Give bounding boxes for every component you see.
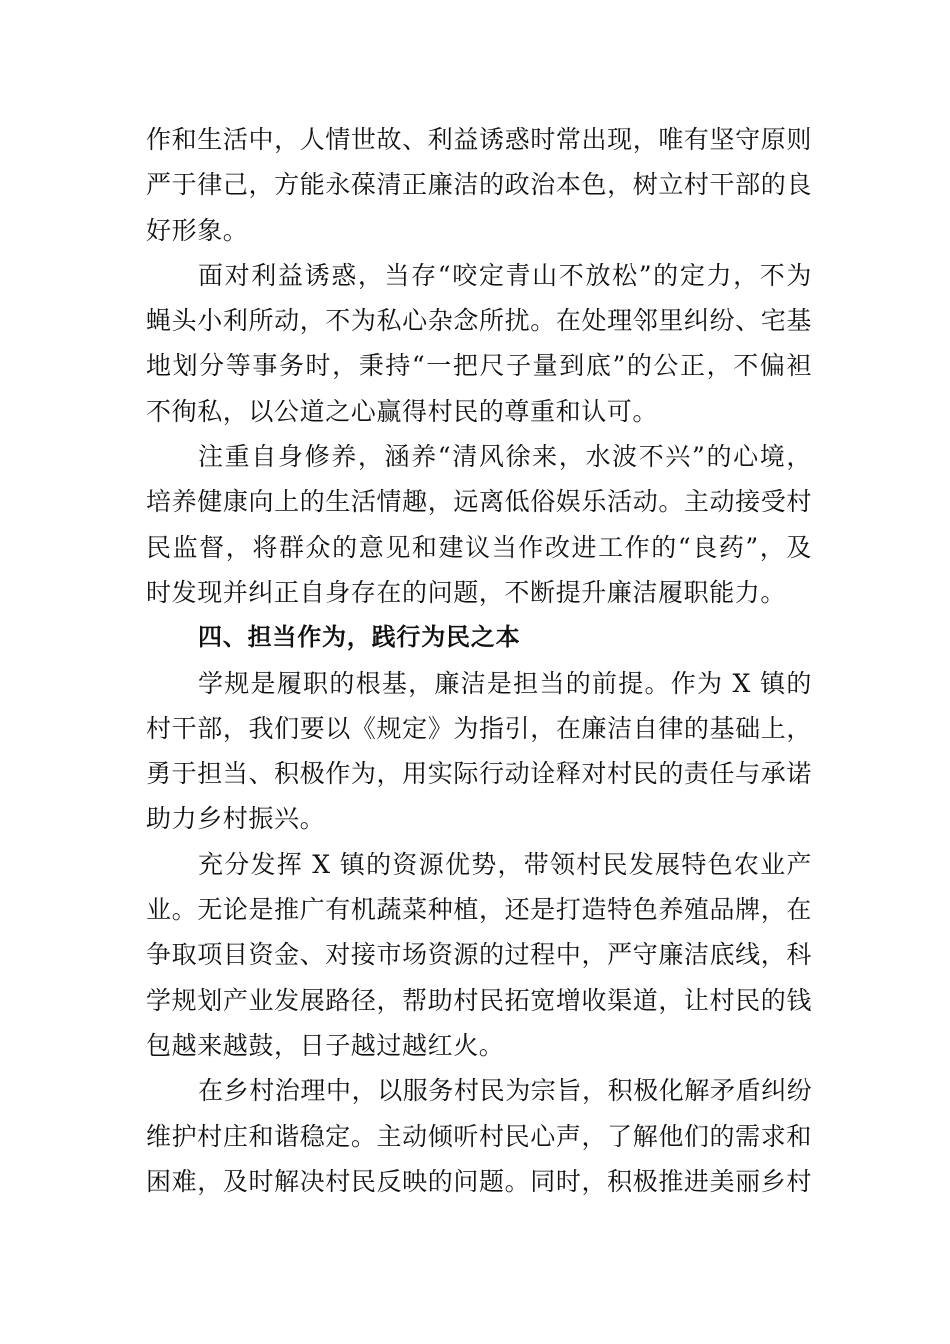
text-line: 充分发挥 X 镇的资源优势，带领村民发展特色农业产 [198, 849, 812, 879]
text-line: 地划分等事务时，秉持“一把尺子量到底”的公正，不偏袒 [146, 351, 812, 381]
text-line: 蝇头小利所动，不为私心杂念所扰。在处理邻里纠纷、宅基 [146, 306, 812, 336]
text-line: 严于律己，方能永葆清正廉洁的政治本色，树立村干部的良 [146, 170, 812, 200]
text-line: 学规划产业发展路径，帮助村民拓宽增收渠道，让村民的钱 [146, 985, 812, 1015]
text-line: 勇于担当、积极作为，用实际行动诠释对村民的责任与承诺 [146, 759, 812, 789]
text-line: 争取项目资金、对接市场资源的过程中，严守廉洁底线，科 [146, 940, 812, 970]
text-line: 学规是履职的根基，廉洁是担当的前提。作为 X 镇的 [198, 668, 812, 698]
text-line: 业。无论是推广有机蔬菜种植，还是打造特色养殖品牌，在 [146, 895, 812, 925]
text-line: 包越来越鼓，日子越过越红火。 [146, 1030, 505, 1060]
text-line: 在乡村治理中，以服务村民为宗旨，积极化解矛盾纠纷 [198, 1076, 813, 1106]
section-heading: 四、担当作为，践行为民之本 [198, 623, 521, 652]
text-line: 村干部，我们要以《规定》为指引，在廉洁自律的基础上， [146, 713, 812, 743]
text-line: 困难，及时解决村民反映的问题。同时，积极推进美丽乡村 [146, 1166, 812, 1196]
text-line: 培养健康向上的生活情趣，远离低俗娱乐活动。主动接受村 [146, 487, 812, 517]
text-line: 好形象。 [146, 215, 249, 245]
text-line: 作和生活中，人情世故、利益诱惑时常出现，唯有坚守原则 [146, 125, 812, 154]
text-line: 民监督，将群众的意见和建议当作改进工作的“良药”，及 [146, 532, 812, 562]
text-line: 助力乡村振兴。 [146, 804, 326, 834]
text-line: 面对利益诱惑，当存“咬定青山不放松”的定力，不为 [198, 260, 812, 290]
document-body [146, 117, 812, 1204]
text-line: 维护村庄和谐稳定。主动倾听村民心声，了解他们的需求和 [146, 1121, 812, 1151]
text-line: 时发现并纠正自身存在的问题，不断提升廉洁履职能力。 [146, 577, 787, 607]
text-line: 不徇私，以公道之心赢得村民的尊重和认可。 [146, 396, 659, 426]
text-line: 注重自身修养，涵养“清风徐来，水波不兴”的心境， [198, 442, 812, 472]
